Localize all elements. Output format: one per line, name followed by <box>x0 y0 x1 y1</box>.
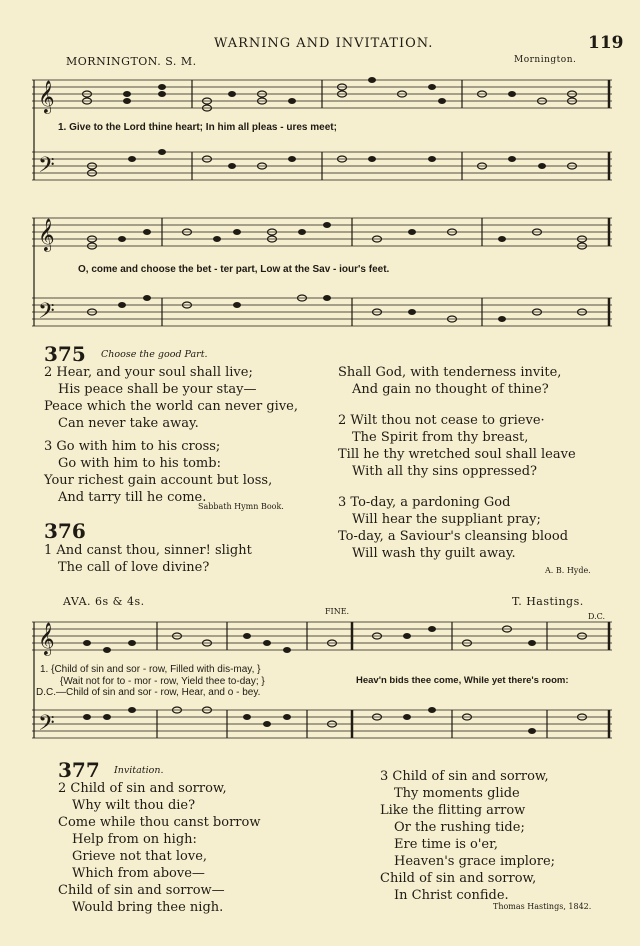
hymn-number-375: 375 <box>44 342 86 366</box>
music-system-2 <box>32 210 612 340</box>
tune-composer: T. Hastings. <box>512 595 584 608</box>
hymn-377-attribution: Thomas Hastings, 1842. <box>493 902 592 911</box>
hymn-376-stanza: 1 And canst thou, sinner! slight The call of love divine? <box>44 543 252 575</box>
svg-text:𝄢: 𝄢 <box>38 299 55 329</box>
music-system-1 <box>32 72 612 197</box>
ava-lyric-2: {Wait not for to - mor - row, Yield thee to-day; } <box>60 676 265 687</box>
ava-lyric-right: Heav'n bids thee come, While yet there's room: <box>356 675 569 686</box>
hymn-375-attribution: Sabbath Hymn Book. <box>198 502 284 511</box>
svg-text:𝄢: 𝄢 <box>38 153 55 183</box>
svg-text:𝄞: 𝄞 <box>38 218 55 251</box>
fine-marking: FINE. <box>325 607 350 616</box>
svg-text:𝄞: 𝄞 <box>38 622 55 655</box>
hymn-375-subtitle: Choose the good Part. <box>101 349 208 360</box>
lyrics-line-1: 1. Give to the Lord thine heart; In him all pleas - ures meet; <box>58 122 337 133</box>
svg-text:𝄞: 𝄞 <box>38 80 55 113</box>
tune-name-mornington: MORNINGTON. S. M. <box>66 55 197 68</box>
hymn-377-subtitle: Invitation. <box>114 765 164 776</box>
hymn-375-stanzas-left: 2 Hear, and your soul shall live; His peace shall be your stay— Peace which the world can never give, Can never take away. 3 Go with him to his cross; Go with him to his tomb: Your richest gain account but loss, And tarry till he come. <box>44 365 298 505</box>
hymn-377-stanza-right: 3 Child of sin and sorrow, Thy moments glide Like the flitting arrow Or the rushing tide; Ere time is o'er, Heaven's grace implore; Child of sin and sorrow, In Christ confide. <box>380 769 556 903</box>
lyrics-line-2: O, come and choose the bet - ter part, Low at the Sav - iour's feet. <box>78 264 390 275</box>
hymn-number-377: 377 <box>58 758 100 782</box>
dc-marking: D.C. <box>588 612 606 621</box>
hymn-377-stanza-left: 2 Child of sin and sorrow, Why wilt thou die? Come while thou canst borrow Help from on high: Grieve not that love, Which from above— Child of sin and sorrow— Would bring thee nigh. <box>58 781 261 915</box>
svg-text:𝄢: 𝄢 <box>38 711 55 741</box>
hymn-375-stanzas-right: Shall God, with tenderness invite, And gain no thought of thine? 2 Wilt thou not cease to grieve· The Spirit from thy breast, Till he thy wretched soul shall leave With all thy sins oppressed? 3 To-day, a pardoning God Will hear the suppliant pray; To-day, a Saviour's cleansing blood Will wash thy guilt away. <box>338 365 576 561</box>
ava-lyric-1: 1. {Child of sin and sor - row, Filled with dis-may, } <box>40 664 261 675</box>
tune-name-right: Mornington. <box>514 55 577 65</box>
hymn-375-right-attribution: A. B. Hyde. <box>545 566 591 575</box>
tune-name-ava: AVA. 6s & 4s. <box>63 595 145 608</box>
hymn-number-376: 376 <box>44 519 86 543</box>
page-number: 119 <box>588 33 624 53</box>
running-header: WARNING AND INVITATION. <box>214 36 434 51</box>
ava-lyric-3: D.C.—Child of sin and sor - row, Hear, and o - bey. <box>36 687 261 698</box>
